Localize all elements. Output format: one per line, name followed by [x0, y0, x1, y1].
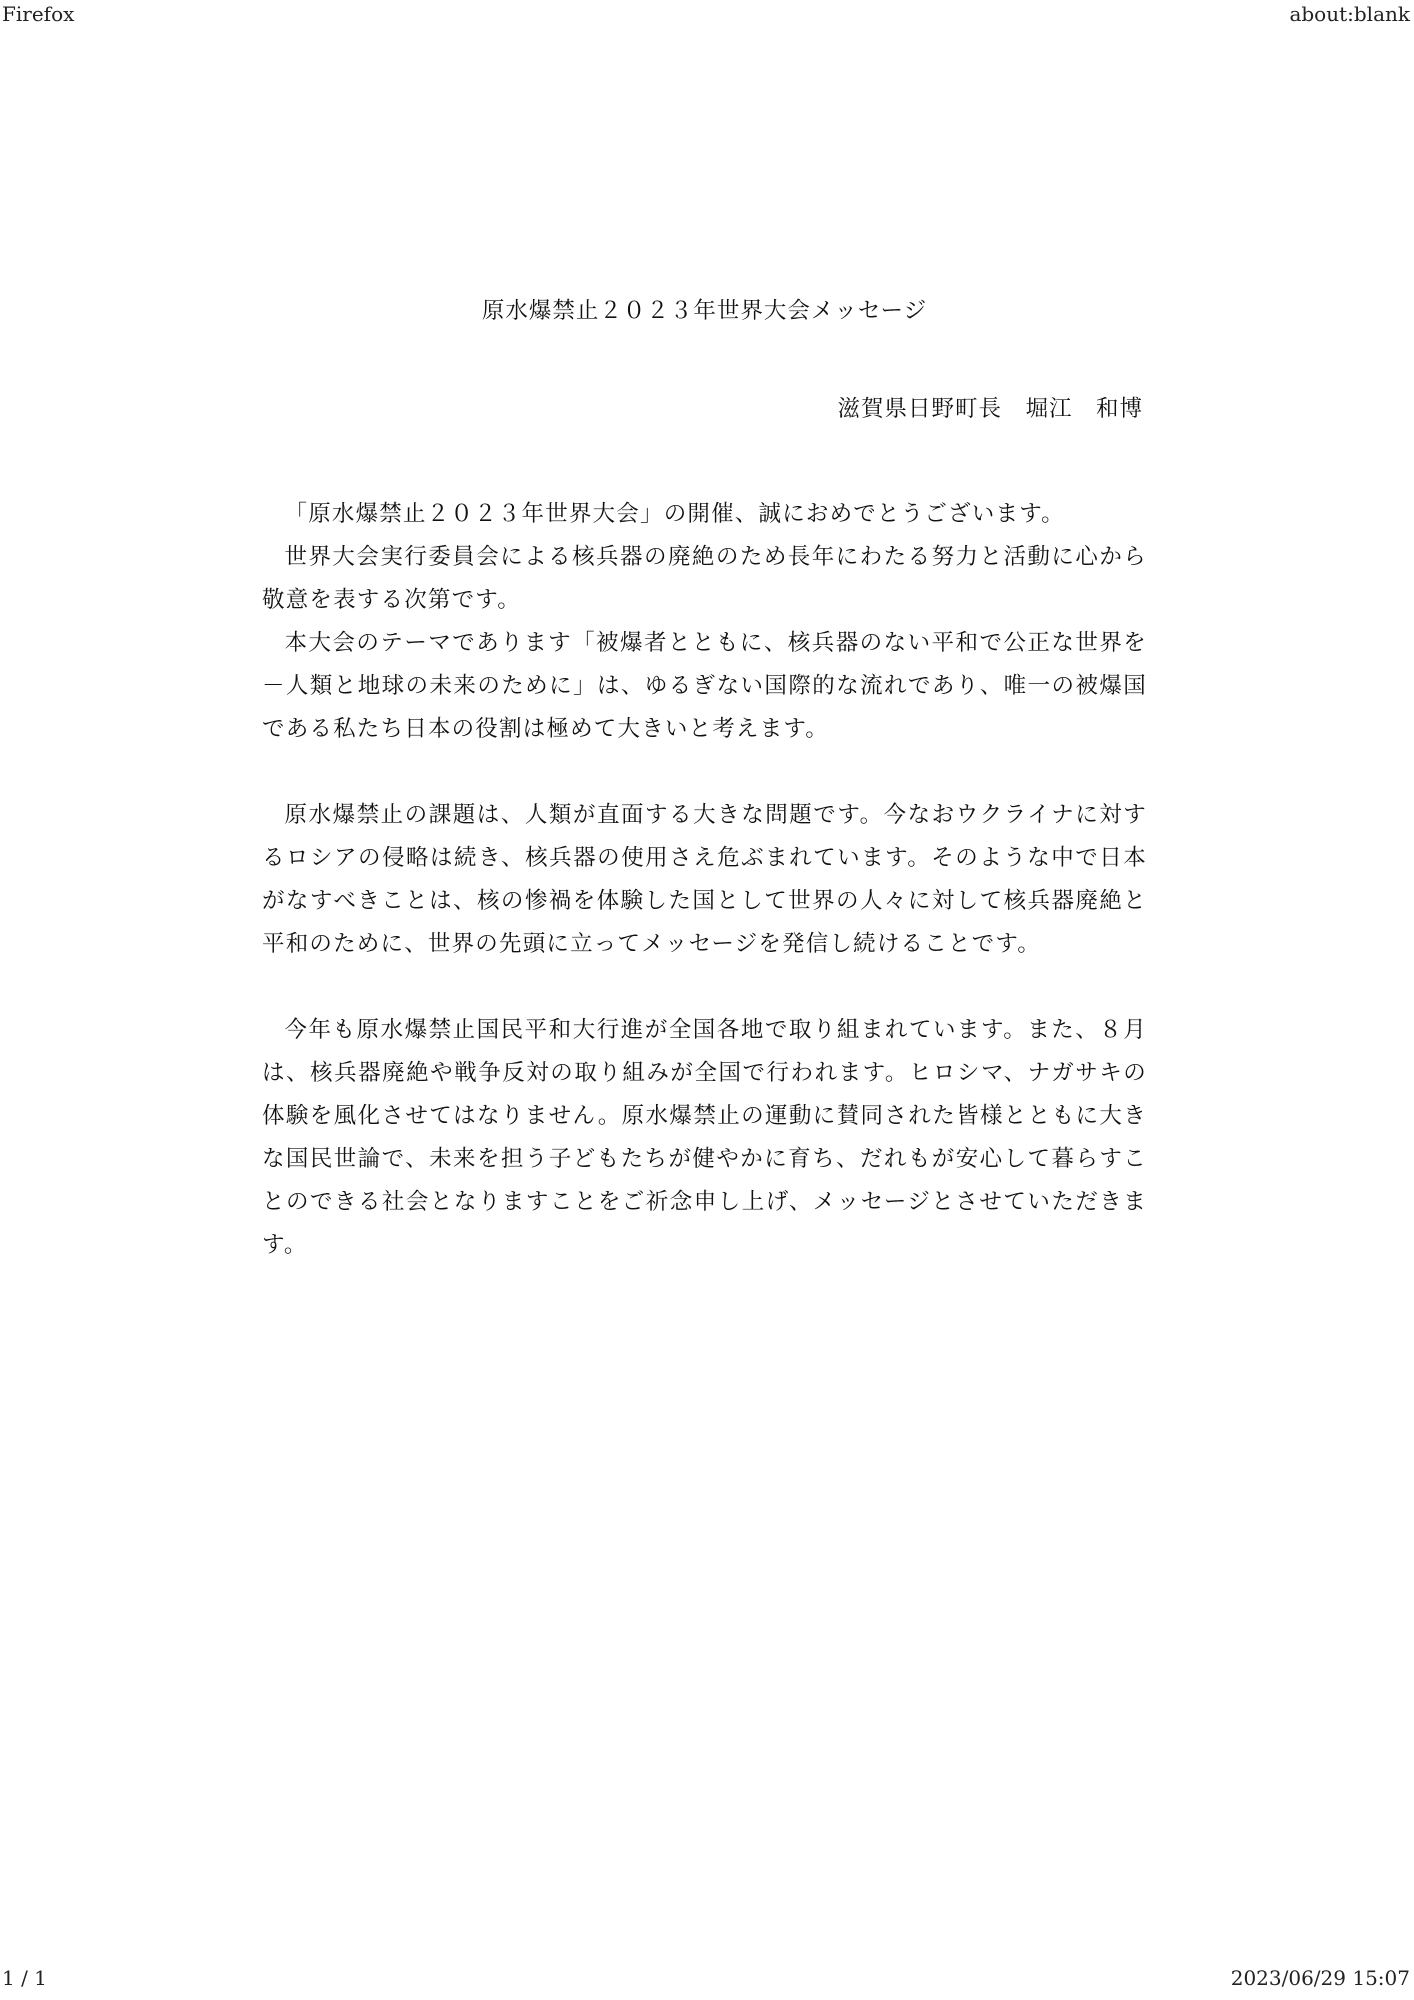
page-count: 1 / 1: [2, 1966, 47, 1990]
page-url: about:blank: [1289, 2, 1410, 26]
paragraph-issue: 原水爆禁止の課題は、人類が直面する大きな問題です。今なおウクライナに対するロシアの侵略は続き、核兵器の使用さえ危ぶまれています。そのような中で日本がなすべきことは、核の惨禍を体験した国として世界の人々に対して核兵器廃絶と平和のために、世界の先頭に立ってメッセージを発信し続けることです。: [262, 802, 1147, 957]
paragraph-respect: 世界大会実行委員会による核兵器の廃絶のため長年にわたる努力と活動に心から敬意を表する次第です。: [262, 544, 1147, 613]
browser-name: Firefox: [2, 2, 75, 26]
paragraph-congratulations: 「原水爆禁止２０２３年世界大会」の開催、誠におめでとうございます。: [284, 501, 1065, 527]
print-timestamp: 2023/06/29 15:07: [1230, 1966, 1410, 1990]
document-author: 滋賀県日野町長 堀江 和博: [837, 396, 1143, 422]
paragraph-theme: 本大会のテーマであります「被爆者とともに、核兵器のない平和で公正な世界を－人類と地球の未来のために」は、ゆるぎない国際的な流れであり、唯一の被爆国である私たち日本の役割は極めて大きいと考えます。: [262, 630, 1147, 742]
paragraph-closing: 今年も原水爆禁止国民平和大行進が全国各地で取り組まれています。また、８月は、核兵器廃絶や戦争反対の取り組みが全国で行われます。ヒロシマ、ナガサキの体験を風化させてはなりません。原水爆禁止の運動に賛同された皆様とともに大きな国民世論で、未来を担う子どもたちが健やかに育ち、だれもが安心して暮らすことのできる社会となりますことをご祈念申し上げ、メッセージとさせていただきます。: [262, 1017, 1147, 1258]
document-title: 原水爆禁止２０２３年世界大会メッセージ: [481, 298, 928, 324]
document-body: [262, 493, 1147, 1267]
document: [262, 290, 1147, 1267]
print-header: [0, 2, 1414, 32]
print-footer: [0, 1966, 1414, 1996]
